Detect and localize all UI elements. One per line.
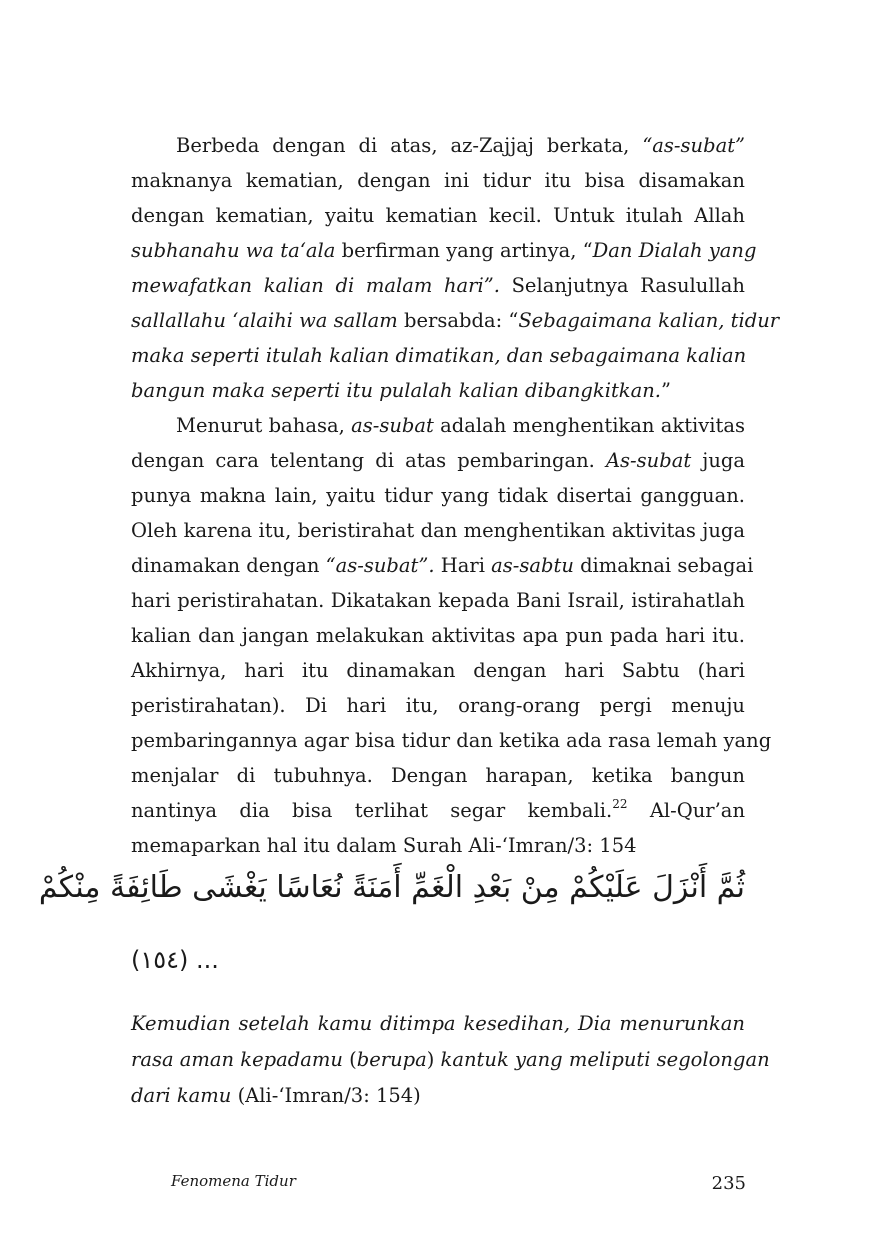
italic-text: sallallahu ‘alaihi wa sallam	[131, 309, 398, 332]
running-footer-title: Fenomena Tidur	[171, 1172, 296, 1190]
paragraph-as-subat-meaning	[131, 128, 780, 408]
text-line: kalian dan jangan melakukan aktivitas apa pun pada hari itu.	[131, 624, 745, 647]
upright-text: (	[349, 1048, 357, 1071]
footnote-marker[interactable]: 22	[612, 797, 628, 811]
italic-text: Sebagaimana kalian, tidur	[518, 309, 780, 332]
quran-verse-number: ... (١٥٤)	[131, 946, 219, 974]
verse-translation	[131, 1006, 770, 1114]
text-line: Oleh karena itu, beristirahat dan menghentikan aktivitas juga	[131, 519, 745, 542]
text-line: rasa aman kepadamu (berupa) kantuk yang meliputi segolongan	[131, 1048, 770, 1071]
text-line: nantinya dia bisa terlihat segar kembali.$^{22}$ Al-Qur’an	[131, 797, 745, 822]
text-line: dari kamu (Ali-‘Imran/3: 154)	[131, 1084, 421, 1107]
italic-text: as-subat	[351, 414, 434, 437]
italic-text: “as-subat”.	[325, 554, 435, 577]
text-line: Akhirnya, hari itu dinamakan dengan hari Sabtu (hari	[131, 659, 745, 682]
upright-text: )	[426, 1048, 435, 1071]
italic-text: bangun maka seperti itu pulalah kalian dibangkitkan.	[131, 379, 661, 402]
text-line: hari peristirahatan. Dikatakan kepada Bani Israil, istirahatlah	[131, 589, 745, 612]
text-line	[131, 338, 745, 373]
text-line: Menurut bahasa, as-subat adalah menghentikan aktivitas	[176, 414, 745, 437]
text-line: memaparkan hal itu dalam Surah Ali-‘Imran/3: 154	[131, 834, 637, 857]
upright-text: (Ali-‘Imran/3: 154)	[237, 1084, 421, 1107]
italic-text: as-sabtu	[491, 554, 574, 577]
text-line: Berbeda dengan di atas, az-Zajjaj berkata, “as-subat”	[176, 134, 745, 157]
italic-text: mewafatkan kalian di malam hari”.	[131, 274, 500, 297]
text-line: dengan cara telentang di atas pembaringan. As-subat juga	[131, 449, 745, 472]
text-line: peristirahatan). Di hari itu, orang-orang pergi menuju	[131, 694, 745, 717]
text-line: punya makna lain, yaitu tidur yang tidak disertai gangguan.	[131, 484, 745, 507]
text-line: subhanahu wa ta‘ala berfirman yang artinya, “Dan Dialah yang	[131, 239, 757, 262]
text-line: pembaringannya agar bisa tidur dan ketika ada rasa lemah yang	[131, 729, 772, 752]
text-line: bangun maka seperti itu pulalah kalian dibangkitkan.”	[131, 379, 671, 402]
text-line: dinamakan dengan “as-subat”. Hari as-sabtu dimaknai sebagai	[131, 554, 754, 577]
page-number: 235	[711, 1173, 746, 1194]
text-line: Kemudian setelah kamu ditimpa kesedihan, Dia menurunkan	[131, 1012, 745, 1035]
text-line: menjalar di tubuhnya. Dengan harapan, ketika bangun	[131, 764, 745, 787]
italic-text: Dan Dialah yang	[592, 239, 757, 262]
text-line: sallallahu ‘alaihi wa sallam bersabda: “Sebagaimana kalian, tidur	[131, 309, 780, 332]
italic-text: As-subat	[605, 449, 692, 472]
text-line: dengan kematian, yaitu kematian kecil. Untuk itulah Allah	[131, 204, 745, 227]
italic-text: “as-subat”	[642, 134, 745, 157]
text-line: mewafatkan kalian di malam hari”. Selanjutnya Rasulullah	[131, 274, 745, 297]
text-line: maknanya kematian, dengan ini tidur itu bisa disamakan	[131, 169, 745, 192]
quran-verse-arabic: ثُمَّ أَنْزَلَ عَلَيْكُمْ مِنْ بَعْدِ الْغَمِّ أَمَنَةً نُعَاسًا يَغْشَى طَائِفَةً مِنْكُمْ	[38, 870, 745, 905]
italic-text: subhanahu wa ta‘ala	[131, 239, 336, 262]
paragraph-language-meaning	[131, 408, 772, 863]
italic-text: maka seperti itulah kalian dimatikan, dan sebagaimana kalian	[131, 344, 747, 367]
